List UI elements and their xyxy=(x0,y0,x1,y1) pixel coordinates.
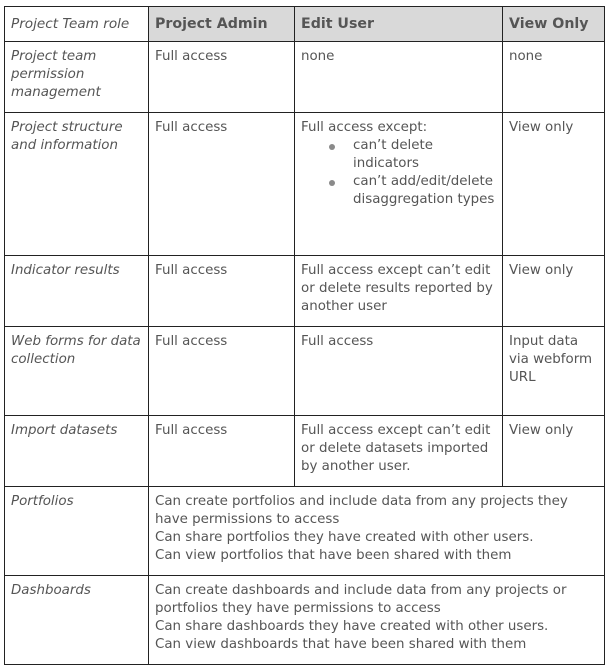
table-row xyxy=(5,256,605,327)
view-cell: View only xyxy=(503,113,605,256)
header-view-only: View Only xyxy=(503,7,605,42)
permissions-table xyxy=(4,6,605,665)
admin-cell: Full access xyxy=(149,416,295,487)
header-project-admin: Project Admin xyxy=(149,7,295,42)
merged-line: Can create dashboards and include data from any projects or portfolios they have permissions to access xyxy=(155,583,567,616)
merged-line: Can share dashboards they have created with other users. xyxy=(155,619,549,634)
table-row xyxy=(5,327,605,416)
merged-line: Can view portfolios that have been shared with them xyxy=(155,548,512,563)
header-project-team-role: Project Team role xyxy=(5,7,149,42)
edit-cell: Full access except can’t edit or delete results reported by another user xyxy=(295,256,503,327)
table-row xyxy=(5,42,605,113)
role-cell: Import datasets xyxy=(5,416,149,487)
view-cell: View only xyxy=(503,256,605,327)
role-cell: Project structure and information xyxy=(5,113,149,256)
table-row xyxy=(5,113,605,256)
admin-cell: Full access xyxy=(149,256,295,327)
role-cell: Project team permission management xyxy=(5,42,149,113)
admin-cell: Full access xyxy=(149,113,295,256)
role-cell: Indicator results xyxy=(5,256,149,327)
table-row xyxy=(5,576,605,665)
table-row xyxy=(5,416,605,487)
table-row xyxy=(5,487,605,576)
view-cell: Input data via webform URL xyxy=(503,327,605,416)
view-cell: View only xyxy=(503,416,605,487)
edit-cell-intro: Full access except: xyxy=(301,120,428,135)
edit-cell xyxy=(295,113,503,256)
edit-cell: none xyxy=(295,42,503,113)
merged-line: Can view dashboards that have been shared with them xyxy=(155,637,527,652)
header-edit-user: Edit User xyxy=(295,7,503,42)
admin-cell: Full access xyxy=(149,327,295,416)
role-cell: Portfolios xyxy=(5,487,149,576)
edit-cell: Full access except can’t edit or delete datasets imported by another user. xyxy=(295,416,503,487)
merged-line: Can create portfolios and include data from any projects they have permissions to access xyxy=(155,494,568,527)
exception-list xyxy=(301,137,496,209)
role-cell: Web forms for data collection xyxy=(5,327,149,416)
list-item: can’t delete indicators xyxy=(353,137,496,173)
edit-cell: Full access xyxy=(295,327,503,416)
merged-line: Can share portfolios they have created with other users. xyxy=(155,530,534,545)
view-cell: none xyxy=(503,42,605,113)
merged-cell xyxy=(149,487,605,576)
role-cell: Dashboards xyxy=(5,576,149,665)
merged-cell xyxy=(149,576,605,665)
admin-cell: Full access xyxy=(149,42,295,113)
list-item: can’t add/edit/delete disaggregation types xyxy=(353,174,495,207)
header-row xyxy=(5,7,605,42)
